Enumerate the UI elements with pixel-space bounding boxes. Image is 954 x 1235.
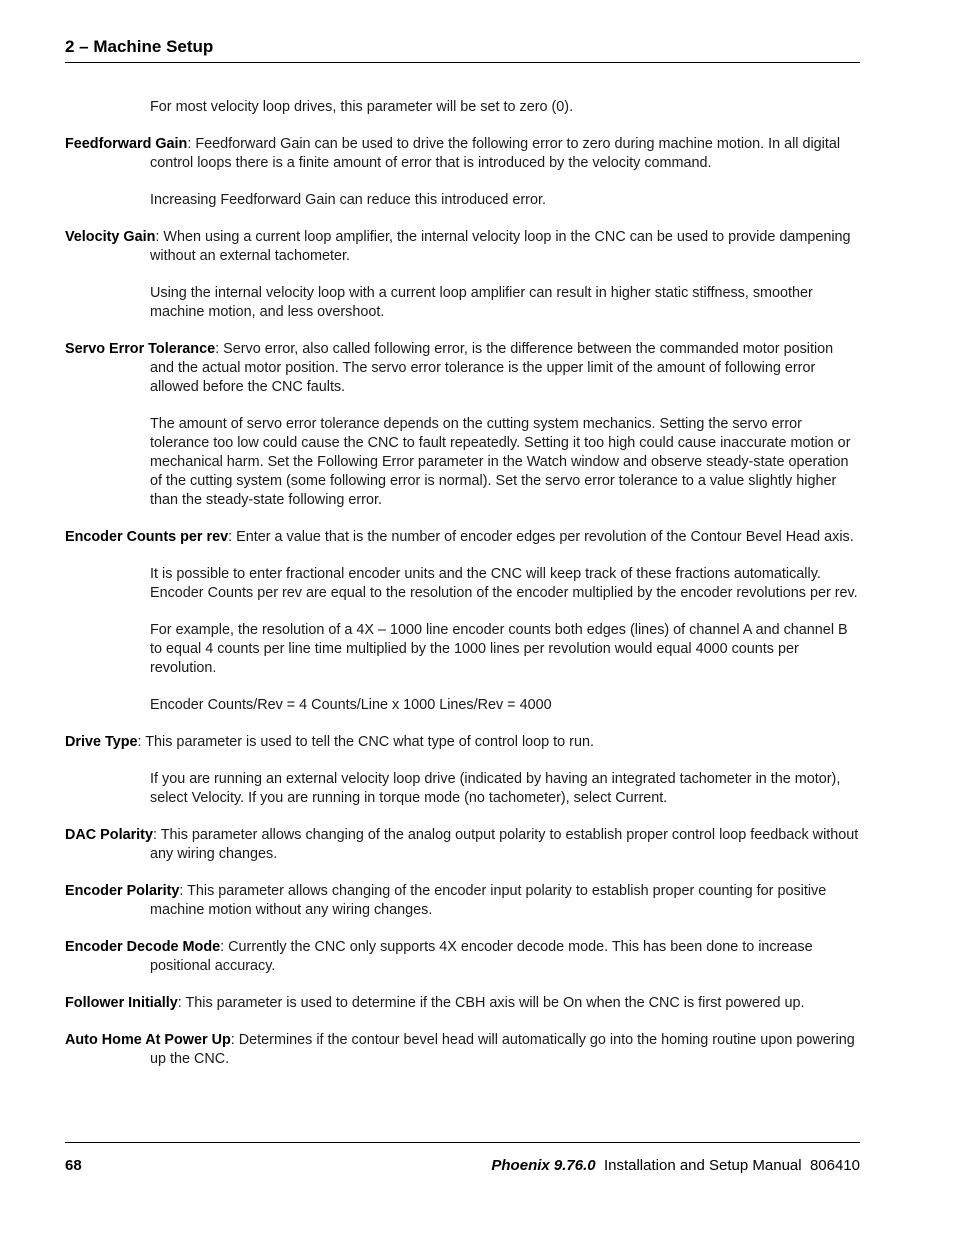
- section-header: 2 – Machine Setup: [65, 37, 214, 56]
- entry-lead: [65, 1031, 860, 1069]
- footer-divider: [65, 1142, 860, 1143]
- entry-lead: [65, 528, 860, 547]
- parameter-entry: [65, 228, 860, 322]
- page-content: [65, 98, 860, 1087]
- parameter-description: : This parameter is used to tell the CNC what type of control loop to run.: [137, 734, 594, 750]
- manual-title: Installation and Setup Manual: [603, 1157, 802, 1174]
- parameter-entry: [65, 1031, 860, 1069]
- parameter-term: Feedforward Gain: [65, 136, 188, 152]
- entry-lead: [65, 938, 860, 976]
- entry-paragraph: The amount of servo error tolerance depends on the cutting system mechanics. Setting the servo error tolerance too low could cause the CNC to fault repeatedly. Setting it too high could cause inaccurate motion or mechanical harm. Set the Following Error parameter in the Watch window and observe steady-state operation of the cutting system (some following error is normal). Set the servo error tolerance to a value slightly higher than the steady-state following error.: [150, 416, 851, 508]
- entry-lead: [65, 826, 860, 864]
- intro-paragraph: For most velocity loop drives, this parameter will be set to zero (0).: [150, 99, 574, 115]
- parameter-term: Follower Initially: [65, 995, 178, 1011]
- parameter-term: DAC Polarity: [65, 827, 153, 843]
- header-divider: [65, 62, 860, 63]
- parameter-term: Drive Type: [65, 734, 138, 750]
- entry-paragraph: It is possible to enter fractional encoder units and the CNC will keep track of these fractions automatically. Encoder Counts per rev are equal to the resolution of the encoder multiplied by the encoder revolutions per rev.: [150, 566, 858, 601]
- entry-lead: [65, 994, 860, 1013]
- entry-paragraph: Increasing Feedforward Gain can reduce this introduced error.: [150, 192, 546, 208]
- parameter-entry: [65, 528, 860, 715]
- parameter-entry: [65, 882, 860, 920]
- parameter-term: Encoder Polarity: [65, 883, 180, 899]
- parameter-term: Velocity Gain: [65, 229, 156, 245]
- parameter-term: Encoder Counts per rev: [65, 529, 229, 545]
- entry-lead: [65, 340, 860, 397]
- parameter-description: : This parameter is used to determine if the CBH axis will be On when the CNC is first powered up.: [177, 995, 805, 1011]
- parameter-description: : Currently the CNC only supports 4X encoder decode mode. This has been done to increase positional accuracy.: [150, 939, 813, 974]
- entry-lead: [65, 882, 860, 920]
- parameter-description: : Determines if the contour bevel head will automatically go into the homing routine upon powering up the CNC.: [150, 1032, 855, 1067]
- entry-lead: [65, 135, 860, 173]
- entry-paragraph: If you are running an external velocity loop drive (indicated by having an integrated tachometer in the motor), select Velocity. If you are running in torque mode (no tachometer), select Current.: [150, 771, 841, 806]
- parameter-term: Encoder Decode Mode: [65, 939, 221, 955]
- parameter-entry: [65, 994, 860, 1013]
- entry-paragraph: For example, the resolution of a 4X – 1000 line encoder counts both edges (lines) of channel A and channel B to equal 4 counts per line time multiplied by the 1000 lines per revolution would equal 4000 counts per revolution.: [150, 622, 848, 676]
- product-name: Phoenix 9.76.0: [491, 1157, 596, 1174]
- parameter-description: : Feedforward Gain can be used to drive the following error to zero during machine motion. In all digital control loops there is a finite amount of error that is introduced by the velocity command.: [150, 136, 841, 171]
- parameter-term: Servo Error Tolerance: [65, 341, 216, 357]
- entry-lead: [65, 228, 860, 266]
- part-number: 806410: [809, 1157, 860, 1174]
- parameter-entry: [65, 733, 860, 808]
- parameter-term: Auto Home At Power Up: [65, 1032, 231, 1048]
- parameter-description: : Enter a value that is the number of encoder edges per revolution of the Contour Bevel Head axis.: [228, 529, 854, 545]
- parameter-description: : Servo error, also called following error, is the difference between the commanded motor position and the actual motor position. The servo error tolerance is the upper limit of the amount of following error allowed before the CNC faults.: [150, 341, 834, 395]
- parameter-description: : This parameter allows changing of the analog output polarity to establish proper control loop feedback without any wiring changes.: [150, 827, 859, 862]
- parameter-description: : This parameter allows changing of the encoder input polarity to establish proper counting for positive machine motion without any wiring changes.: [150, 883, 827, 918]
- entry-paragraph: Using the internal velocity loop with a current loop amplifier can result in higher static stiffness, smoother machine motion, and less overshoot.: [150, 285, 813, 320]
- parameter-entry: [65, 938, 860, 976]
- entry-lead: [65, 733, 860, 752]
- footer-manual-info: [491, 1157, 860, 1174]
- formula-line: Encoder Counts/Rev = 4 Counts/Line x 1000 Lines/Rev = 4000: [150, 697, 552, 713]
- parameter-description: : When using a current loop amplifier, the internal velocity loop in the CNC can be used to provide dampening without an external tachometer.: [150, 229, 851, 264]
- parameter-entry: [65, 340, 860, 510]
- parameter-entry: [65, 135, 860, 210]
- parameter-entry: [65, 826, 860, 864]
- page-number: 68: [65, 1157, 82, 1174]
